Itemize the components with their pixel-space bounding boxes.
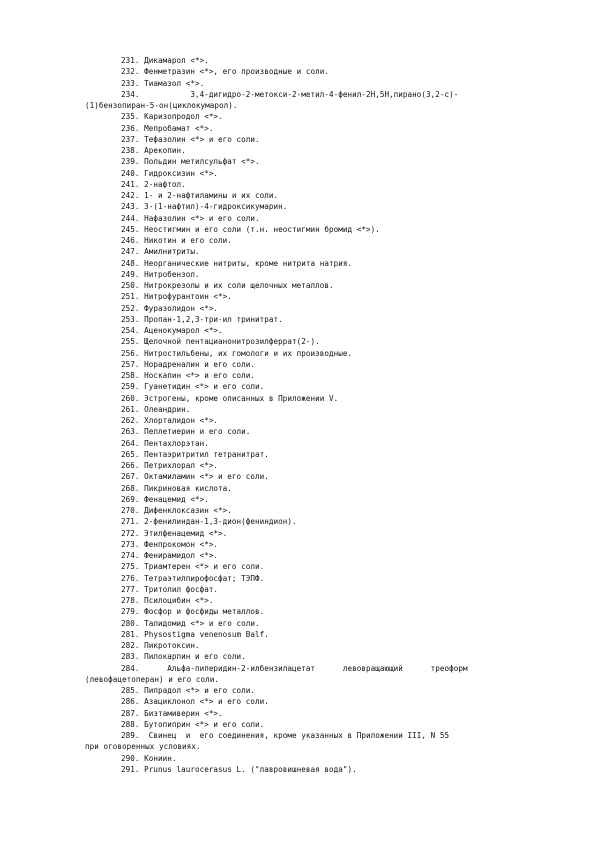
list-item: 260. Эстрогены, кроме описанных в Приложении V.	[121, 393, 339, 403]
list-item: 246. Никотин и его соли.	[121, 236, 232, 245]
list-item: 261. Олеандрин.	[121, 404, 191, 414]
list-item: 244. Нафазолин <*> и его соли.	[121, 213, 260, 223]
list-item: 290. Кониин.	[121, 753, 177, 763]
list-item: 266. Петрихлорал <*>.	[121, 461, 219, 470]
list-item: 254. Аценокумарол <*>.	[121, 326, 223, 335]
list-item: 232. Фенметразин <*>, его производные и соли.	[121, 67, 329, 77]
list-item: 250. Нитрокрезолы и их соли щелочных металлов.	[121, 281, 334, 290]
list-item: 278. Псилоцибин <*>.	[121, 596, 214, 605]
list-item: 239. Польдин метилсульфат <*>.	[121, 157, 260, 167]
list-item: 252. Фуразолидон <*>.	[121, 303, 219, 313]
list-item: 276. Тетраэтилпирофосфат; ТЭПФ.	[121, 573, 265, 583]
list-item: 231. Дикамарол <*>.	[121, 56, 209, 65]
list-item: 285. Пипрадол <*> и его соли.	[121, 686, 256, 695]
list-item-continuation: при оговоренных условиях.	[85, 742, 201, 752]
list-item: 255. Щелочной пентацианонитрозилферрат(2-).	[121, 337, 320, 347]
list-item: 273. Фенпрокомон <*>.	[121, 539, 219, 549]
list-item: 243. 3-(1-нафтил)-4-гидроксикумарин.	[121, 202, 288, 212]
list-item: 245. Неостигмин и его соли (т.н. неостигмин бромид <*>).	[121, 224, 380, 234]
list-item: 289. Свинец и его соединения, кроме указанных в Приложении III, N 55	[121, 731, 450, 740]
list-item: 258. Носкапин <*> и его соли.	[121, 371, 256, 380]
list-item: 277. Тритолил фосфат.	[121, 584, 219, 594]
list-item-continuation: (левофацетоперан) и его соли.	[85, 674, 220, 684]
list-item: 234. 3,4-дигидро-2-метокси-2-метил-4-фенил-2Н,5Н,пирано(3,2-с)-	[121, 89, 459, 99]
list-item: 233. Тиамазол <*>.	[121, 78, 205, 88]
list-item: 238. Арекопин.	[121, 146, 186, 155]
list-item: 253. Пропан-1,2,3-три-ил тринитрат.	[121, 314, 283, 324]
list-item: 257. Норадреналин и его соли.	[121, 359, 256, 369]
list-item: 251. Нитрофурантоин <*>.	[121, 292, 232, 302]
list-item: 242. 1- и 2-нафтиламины и их соли.	[121, 191, 279, 200]
list-item: 282. Пикротоксин.	[121, 641, 200, 650]
document-body	[85, 55, 553, 775]
list-item: 235. Каризопродол <*>.	[121, 112, 223, 122]
list-item: 264. Пентахлорэтан.	[121, 438, 209, 448]
list-item: 240. Гидроксизин <*>.	[121, 168, 219, 178]
list-item: 286. Азациклонол <*> и его соли.	[121, 697, 269, 707]
list-item: 287. Бизтамиверин <*>.	[121, 708, 223, 718]
list-item: 256. Нитростильбены, их гомологи и их производные.	[121, 348, 353, 358]
list-item: 236. Мепробамат <*>.	[121, 123, 214, 133]
list-item: 272. Этилфенацемид <*>.	[121, 528, 228, 538]
list-item: 288. Бутопиприн <*> и его соли.	[121, 719, 265, 729]
list-item: 280. Талидомид <*> и его соли.	[121, 618, 260, 628]
list-item: 268. Пикриновая кислота.	[121, 483, 232, 493]
list-item: 281. Physostigma venenosum Balf.	[121, 629, 269, 639]
list-item: 265. Пентаэритритил тетранитрат.	[121, 449, 269, 459]
list-item: 291. Prunus laurocerasus L. ("лавровишневая вода").	[121, 764, 357, 774]
list-item: 247. Амилнитриты.	[121, 247, 200, 257]
list-item: 275. Триамтерен <*> и его соли.	[121, 562, 265, 572]
list-item: 270. Дифенклоксазин <*>.	[121, 506, 232, 515]
list-item-continuation: (1)бензопиран-5-он(циклокумарол).	[85, 101, 238, 110]
list-item: 283. Пилокарпин и его соли.	[121, 652, 246, 662]
list-item: 248. Неорганические нитриты, кроме нитрита натрия.	[121, 258, 353, 268]
list-item: 267. Октамиламин <*> и его соли.	[121, 472, 269, 482]
list-item: 237. Тефазолин <*> и его соли.	[121, 134, 260, 144]
list-item: 241. 2-нафтол.	[121, 179, 186, 189]
list-item: 249. Нитробензол.	[121, 269, 200, 279]
list-item: 269. Фенацемид <*>.	[121, 494, 209, 504]
list-item: 271. 2-фенилиндан-1,3-дион(фениндион).	[121, 517, 297, 527]
list-item: 259. Гуанетидин <*> и его соли.	[121, 382, 265, 392]
list-item: 274. Фенирамидол <*>.	[121, 551, 219, 560]
list-item: 262. Хлорталидон <*>.	[121, 416, 219, 425]
list-item: 279. Фосфор и фосфиды металлов.	[121, 607, 265, 617]
list-item: 263. Пеллетиерин и его соли.	[121, 427, 251, 437]
list-item: 284. Альфа-пиперидин-2-илбензилацетат левовращающий треоформ	[121, 663, 468, 673]
